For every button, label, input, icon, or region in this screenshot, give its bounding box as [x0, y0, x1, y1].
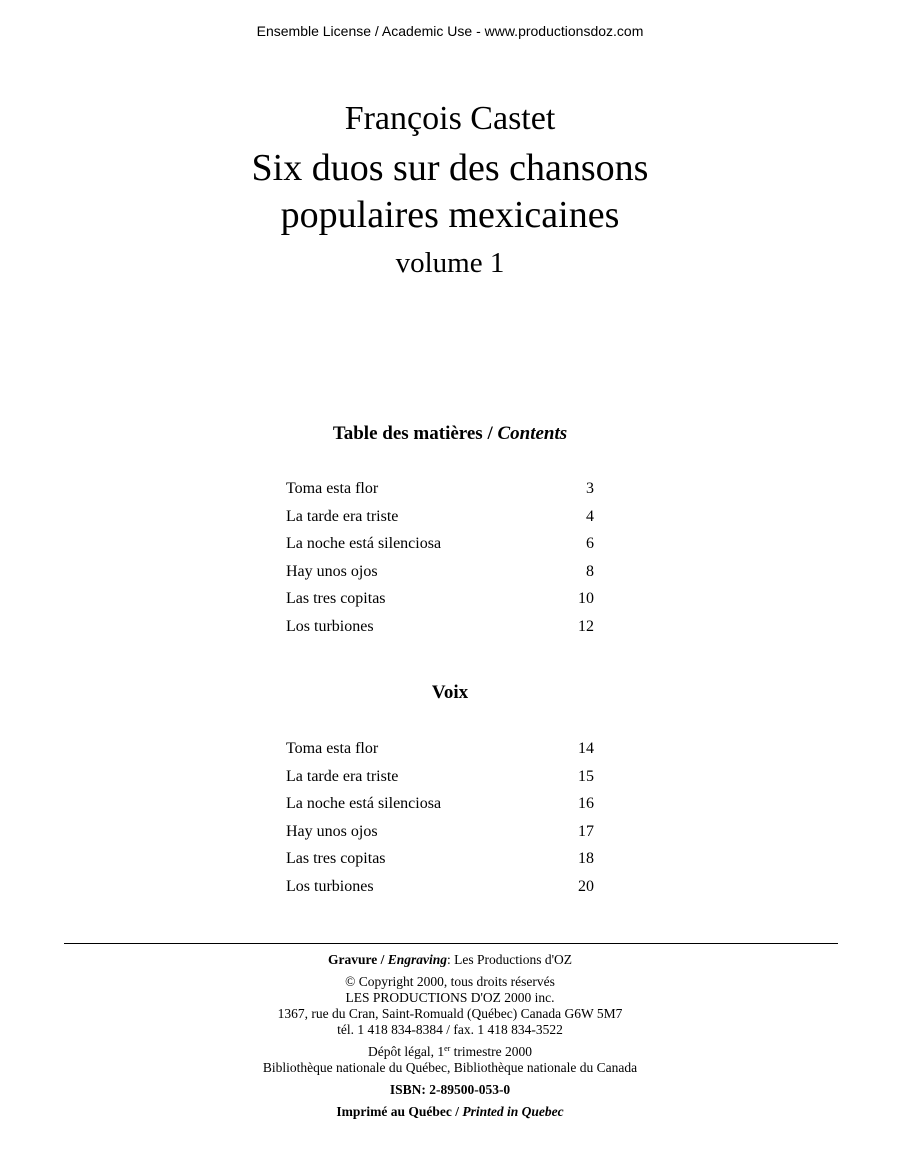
publisher-address: 1367, rue du Cran, Saint-Romuald (Québec) Canada G6W 5M7 [277, 1006, 623, 1021]
toc-page: 4 [586, 507, 594, 525]
legal-deposit-prefix: Dépôt légal, 1 [367, 1044, 445, 1059]
contents-heading [0, 423, 900, 445]
toc-row [286, 818, 594, 846]
toc-page: 8 [586, 562, 594, 580]
printed-in [0, 1104, 900, 1120]
toc-page: 6 [586, 535, 594, 553]
publisher-name: LES PRODUCTIONS D'OZ 2000 inc. [345, 990, 555, 1005]
toc-row [286, 763, 594, 791]
toc-row [286, 585, 594, 613]
toc-page: 20 [578, 877, 594, 895]
composer-name: François Castet [344, 100, 556, 137]
toc-page: 17 [578, 822, 594, 840]
toc-row [286, 530, 594, 558]
toc-page: 10 [578, 590, 594, 608]
toc-title: La noche está silenciosa [286, 535, 442, 553]
toc-title: Hay unos ojos [286, 822, 378, 840]
toc-title: Toma esta flor [286, 480, 379, 497]
toc-row [286, 613, 594, 641]
legal-deposit-suffix: trimestre 2000 [450, 1044, 533, 1059]
legal-deposit [0, 1044, 900, 1060]
engraving-label-en: Engraving [387, 952, 447, 967]
toc-page: 12 [578, 617, 594, 635]
toc-row [286, 790, 594, 818]
contents-list [286, 475, 594, 641]
toc-page: 14 [578, 740, 594, 757]
toc-row [286, 503, 594, 531]
work-title-line-1: Six duos sur des chansons [251, 147, 649, 189]
contents-heading-fr: Table des matières / [332, 423, 498, 444]
colophon [0, 952, 900, 1120]
toc-page: 15 [578, 767, 594, 785]
isbn: ISBN: 2-89500-053-0 [389, 1082, 511, 1097]
toc-page: 3 [586, 480, 594, 497]
engraving-credit [0, 952, 900, 968]
engraving-label-fr: Gravure / [327, 952, 388, 967]
volume-label: volume 1 [395, 247, 505, 279]
license-notice: Ensemble License / Academic Use - www.productionsdoz.com [256, 23, 644, 39]
engraving-value: : Les Productions d'OZ [446, 952, 573, 967]
work-title-line-2: populaires mexicaines [280, 194, 620, 236]
toc-row [286, 873, 594, 901]
legal-deposit-sup: er [444, 1044, 451, 1053]
toc-title: Hay unos ojos [286, 562, 378, 580]
contents-heading-en: Contents [497, 423, 568, 444]
toc-row [286, 845, 594, 873]
toc-title: Los turbiones [286, 617, 374, 635]
printed-in-en: Printed in Quebec [462, 1104, 564, 1119]
toc-title: Las tres copitas [286, 850, 386, 868]
copyright-line: © Copyright 2000, tous droits réservés [345, 974, 555, 989]
toc-title: La tarde era triste [286, 507, 399, 525]
toc-title: Las tres copitas [286, 590, 386, 608]
toc-page: 16 [578, 795, 594, 813]
toc-title: Toma esta flor [286, 740, 379, 757]
toc-title: Los turbiones [286, 877, 374, 895]
toc-title: La tarde era triste [286, 767, 399, 785]
divider-rule [64, 943, 838, 944]
toc-row [286, 558, 594, 586]
work-title [0, 145, 900, 239]
publisher-phone: tél. 1 418 834-8384 / fax. 1 418 834-3522 [337, 1022, 563, 1037]
voix-list [286, 735, 594, 901]
toc-row [286, 735, 594, 763]
printed-in-fr: Imprimé au Québec / [336, 1104, 463, 1119]
libraries-line: Bibliothèque nationale du Québec, Bibliothèque nationale du Canada [262, 1060, 638, 1075]
voix-heading: Voix [431, 682, 469, 703]
toc-page: 18 [578, 850, 594, 868]
toc-title: La noche está silenciosa [286, 795, 442, 813]
toc-row [286, 475, 594, 503]
